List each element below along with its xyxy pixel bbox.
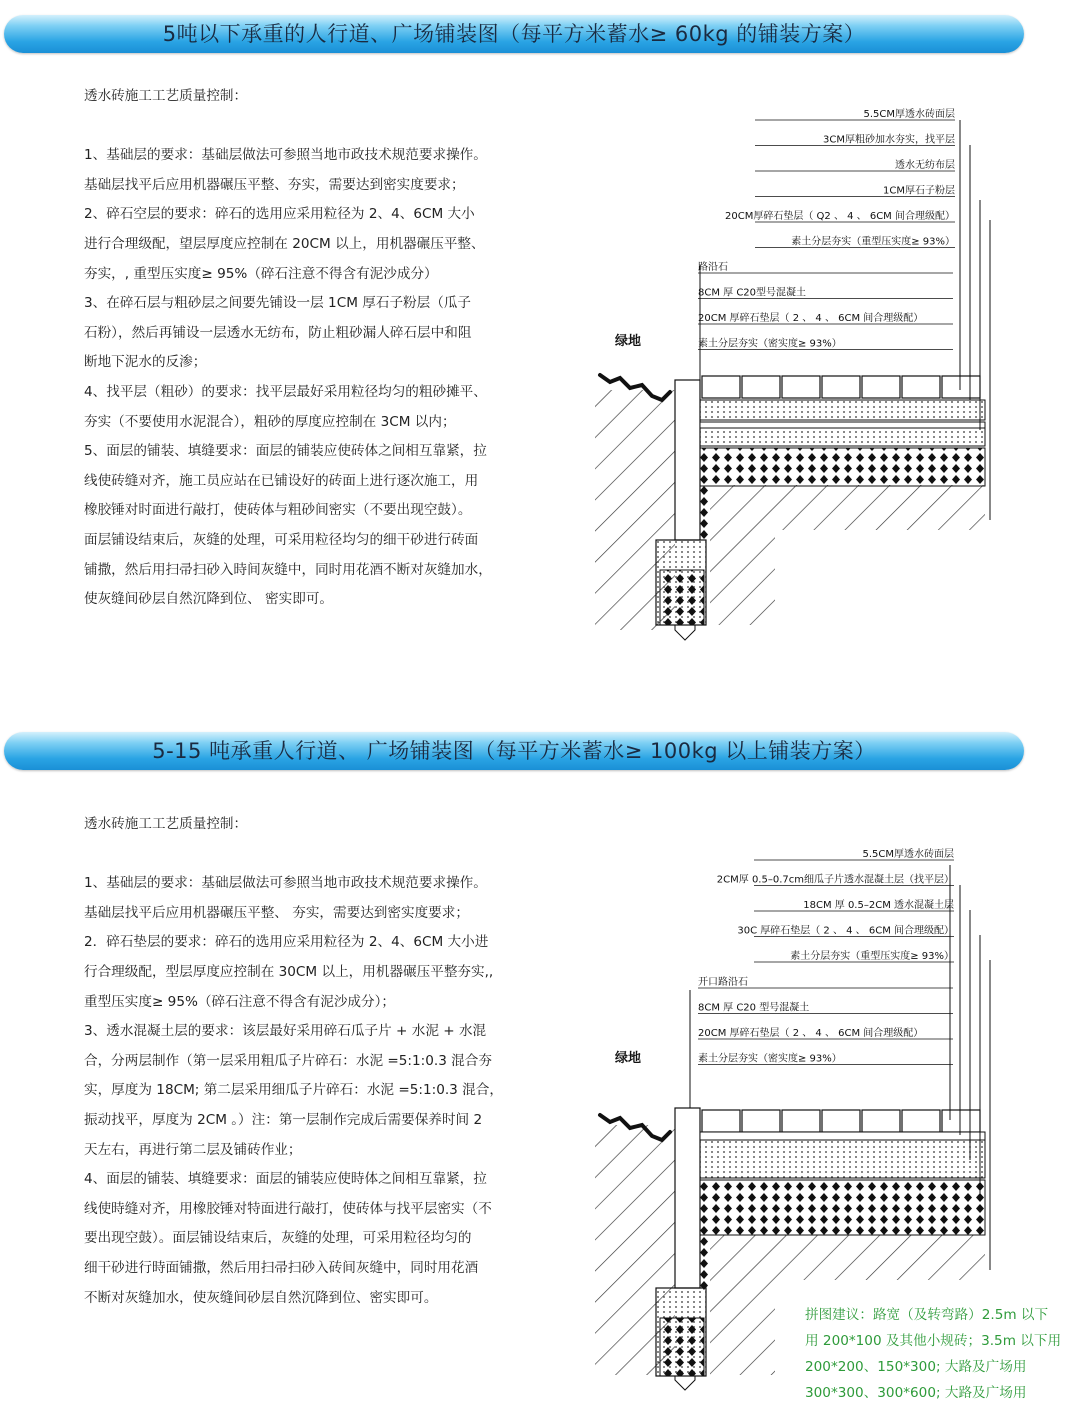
text-line: 要出现空鼓）。面层铺设结束后，灰缝的处理，可采用粒径均匀的 [84, 1230, 472, 1247]
section2-soil-base [710, 1235, 985, 1280]
section1-diagram [590, 100, 1000, 650]
paver-brick [862, 376, 900, 398]
text-line: 基础层找平后应用机器碾压平整、夯实，需要达到密实度要求； [84, 176, 465, 193]
section2-green-label: 绿地 [615, 1051, 642, 1066]
section1-soil-base [710, 485, 985, 530]
paver-brick [742, 376, 780, 398]
text-line: 5、面层的铺装、填缝要求：面层的铺装应使砖体之间相互靠紧，拉 [84, 443, 487, 460]
paver-brick [782, 376, 820, 398]
text-line: 重型压实度≥ 95%（碎石注意不得含有泥沙成分）； [84, 993, 395, 1010]
section2-paver-row [702, 1110, 980, 1132]
text-line: 3、透水混凝土层的要求：该层最好采用碎石瓜子片 + 水泥 + 水混 [84, 1023, 487, 1040]
text-line: 面层铺设结束后，灰缝的处理，可采用粒径均匀的细干砂进行砖面 [84, 531, 479, 548]
layer-label: 透水无纺布层 [895, 160, 955, 171]
suggestion-line: 用 200*100 及其他小规砖；3.5m 以下用 [805, 1333, 1062, 1349]
layer-label: 20CM 厚碎石垫层（ 2 、 4 、 6CM 间合理级配） [698, 313, 924, 324]
text-line: 石粉），然后再铺设一层透水无纺布，防止粗砂漏人碎石层中和阻 [84, 324, 472, 341]
layer-label: 5.5CM厚透水砖面层 [863, 109, 955, 120]
paver-brick [702, 376, 740, 398]
paver-brick [902, 376, 940, 398]
text-line: 夯实（不要使用水泥混合），粗砂的厚度应控制在 3CM 以内； [84, 413, 456, 430]
text-line: 基础层找平后应用机器碾压平整、 夯实，需要达到密实度要求； [84, 904, 469, 921]
section1-lines [84, 141, 524, 615]
text-line: 振动找平，厚度为 2CM 。）注：第一层制作完成后需要保养时间 2 [84, 1111, 483, 1128]
section1-text [84, 82, 524, 615]
text-line: 橡胶锤对时面进行敲打，使砖体与粗砂间密实（不要出现空鼓）。 [84, 502, 472, 519]
paver-brick [702, 1110, 740, 1132]
layer-label: 8CM 厚 C20型号混凝土 [698, 287, 807, 299]
section1-green-label: 绿地 [615, 334, 642, 349]
text-line: 1、基础层的要求：基础层做法可参照当地市政技术规范要求操作。 [84, 147, 487, 164]
layer-label: 1CM厚石子粉层 [883, 185, 955, 197]
section1-cross-section [590, 100, 1000, 650]
text-line: 2．碎石垫层的要求：碎石的选用应采用粒径为 2、4、6CM 大小进 [84, 934, 489, 951]
layer-label: 2CM厚 0.5–0.7cm细瓜子片透水混凝土层（找平层） [716, 874, 954, 886]
text-line: 断地下泥水的反渗； [84, 354, 207, 371]
section1-curb-stone [675, 380, 700, 540]
text-line: 铺撒，然后用扫帚扫砂入時间灰缝中，同时用花酒不断对灰缝加水， [84, 561, 492, 578]
text-line: 线使時缝对齐，用橡胶锤对特面进行敲打，使砖体与找平层密实（不 [84, 1200, 492, 1217]
paver-brick [902, 1110, 940, 1132]
layer-label: 30C 厚碎石垫层（ 2 、 4 、 6CM 间合理级配） [737, 925, 954, 937]
text-line: 进行合理级配，望层厚度应控制在 20CM 以上，用机器碾压平整、 [84, 235, 485, 252]
paver-brick [942, 376, 980, 398]
layer-label: 20CM 厚碎石垫层（ 2 、 4 、 6CM 间合理级配） [698, 1028, 924, 1039]
layer-label: 18CM 厚 0.5–2CM 透水混凝土层 [803, 900, 954, 911]
text-line: 不断对灰缝加水，使灰缝间砂层自然沉降到位、密实即可。 [84, 1289, 438, 1306]
layer-label: 路沿石 [698, 262, 728, 273]
text-line: 行合理级配，型层厚度应控制在 30CM 以上，用机器碾压平整夯实,, [84, 963, 494, 980]
layer-label: 8CM 厚 C20 型号混凝土 [698, 1002, 810, 1014]
suggestion-line: 拼图建议：路宽（及转弯路）2.5m 以下 [805, 1307, 1049, 1323]
paver-brick [782, 1110, 820, 1132]
layer-label: 素土分层夯实（密实度≥ 93%） [698, 1053, 842, 1065]
section1-intro: 透水砖施工工艺质量控制： [84, 88, 248, 104]
text-line: 合，分两层制作（第一层采用粗瓜子片碎石：水泥 =5:1:0.3 混合夯 [84, 1052, 492, 1069]
suggestion-line: 300*300、300*600; 大路及广场用 [805, 1385, 1027, 1401]
paver-brick [822, 376, 860, 398]
text-line: 4、找平层（粗砂）的要求：找平层最好采用粒径均匀的粗砂摊平、 [84, 383, 487, 400]
section1-paver-row [702, 376, 980, 398]
text-line: 3、在碎石层与粗砂层之间要先铺设一层 1CM 厚石子粉层（瓜子 [84, 295, 472, 312]
text-line: 4、面层的铺装、填缝要求：面层的铺装应使時体之间相互靠紧，拉 [84, 1171, 487, 1188]
text-line: 天左右，再进行第二层及铺砖作业； [84, 1141, 302, 1158]
section2-curb-stone [675, 1108, 700, 1288]
text-line: 使灰缝间砂层自然沉降到位、 密实即可。 [84, 591, 334, 608]
layer-label: 素土分层夯实（重型压实度≥ 93%） [790, 951, 954, 962]
layer-label: 20CM厚碎石垫层（ Q2 、 4 、 6CM 间合理级配） [725, 211, 955, 222]
paving-suggestion-note [805, 1302, 1067, 1406]
layer-label: 素土分层夯实（重型压实度≥ 93%） [791, 236, 955, 248]
suggestion-line: 200*200、150*300; 大路及广场用 [805, 1359, 1027, 1375]
text-line: 细干砂进行時面铺撒，然后用扫帚扫砂入砖间灰缝中，同时用花酒 [84, 1259, 479, 1276]
paver-brick [822, 1110, 860, 1132]
section1-gravel-layer [700, 448, 985, 486]
section2-concrete-layer [700, 1140, 985, 1178]
layer-label: 开口路沿石 [698, 977, 748, 988]
section2-lines [84, 869, 524, 1313]
section2-intro: 透水砖施工工艺质量控制： [84, 816, 248, 832]
paver-brick [742, 1110, 780, 1132]
text-line: 2、碎石空层的要求：碎石的选用应采用粒径为 2、4、6CM 大小 [84, 206, 475, 223]
section2-title-banner: 5-15 吨承重人行道、 广场铺装图（每平方米蓄水≥ 100kg 以上铺装方案） [4, 732, 1024, 770]
section1-title-banner: 5吨以下承重的人行道、广场铺装图（每平方米蓄水≥ 60kg 的铺装方案） [4, 15, 1024, 53]
section2-text [84, 810, 524, 1313]
section2-gravel-layer [700, 1180, 985, 1235]
paver-brick [862, 1110, 900, 1132]
text-line: 夯实，, 重型压实度≥ 95%（碎石注意不得含有泥沙成分） [84, 265, 438, 282]
layer-label: 素土分层夯实（密实度≥ 93%） [698, 338, 842, 350]
section1-sand-layer [700, 400, 985, 420]
paver-brick [942, 1110, 980, 1132]
text-line: 实，厚度为 18CM; 第二层采用细瓜子片碎石：水泥 =5:1:0.3 混合， [84, 1082, 503, 1099]
layer-label: 5.5CM厚透水砖面层 [862, 849, 954, 860]
text-line: 线使砖缝对齐，施工员应站在已铺设好的砖面上进行逐次施工，用 [84, 472, 479, 489]
layer-label: 3CM厚粗砂加水夯实，找平层 [823, 134, 955, 146]
text-line: 1、基础层的要求：基础层做法可参照当地市政技术规范要求操作。 [84, 875, 487, 892]
